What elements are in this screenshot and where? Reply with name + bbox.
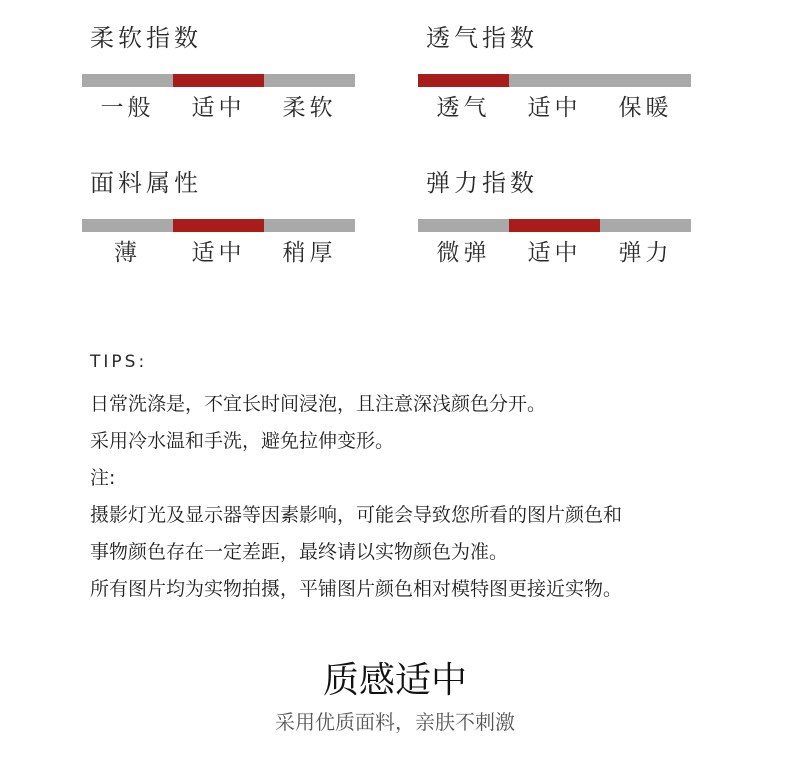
scale-label-mid: 适中 (527, 240, 582, 266)
tips-line: 事物颜色存在一定差距，最终请以实物颜色为准。 (90, 541, 509, 563)
scale-segment (509, 219, 600, 232)
scale-label-low: 透气 (436, 95, 491, 121)
metric-scale-labels (418, 238, 691, 268)
footer-title: 质感适中 (322, 660, 467, 701)
metric-scale-bar (418, 74, 691, 87)
scale-segment (82, 219, 173, 232)
metric-scale-labels (418, 93, 691, 123)
tips-line: 日常洗涤是，不宜长时间浸泡，且注意深浅颜色分开。 (90, 393, 547, 415)
metric-scale-labels (82, 93, 355, 123)
scale-label-high: 保暖 (618, 95, 673, 121)
scale-label-high: 柔软 (282, 95, 337, 121)
scale-segment (418, 74, 509, 87)
footer-subtitle: 采用优质面料，亲肤不刺激 (275, 710, 515, 734)
metric-scale-bar (82, 74, 355, 87)
scale-label-mid: 适中 (527, 95, 582, 121)
tips-line: 摄影灯光及显示器等因素影响，可能会导致您所看的图片颜色和 (90, 504, 623, 526)
tips-line: 注: (90, 467, 116, 489)
tips-heading: TIPS: (90, 352, 148, 372)
scale-segment (264, 74, 355, 87)
metric-scale-labels (82, 238, 355, 268)
tips-line: 所有图片均为实物拍摄，平铺图片颜色相对模特图更接近实物。 (90, 578, 623, 600)
scale-label-low: 一般 (100, 95, 155, 121)
scale-segment (600, 74, 691, 87)
metric-title: 弹力指数 (426, 169, 538, 197)
scale-label-high: 稍厚 (282, 240, 337, 266)
metric-title: 柔软指数 (90, 24, 202, 52)
scale-label-low: 微弹 (436, 240, 491, 266)
metric-title: 面料属性 (90, 169, 202, 197)
tips-line: 采用冷水温和手洗，避免拉伸变形。 (90, 430, 395, 452)
scale-segment (418, 219, 509, 232)
scale-segment (600, 219, 691, 232)
scale-segment (82, 74, 173, 87)
scale-segment (264, 219, 355, 232)
scale-label-mid: 适中 (191, 240, 246, 266)
metric-scale-bar (82, 219, 355, 232)
scale-label-high: 弹力 (618, 240, 673, 266)
scale-label-mid: 适中 (191, 95, 246, 121)
scale-segment (509, 74, 600, 87)
scale-segment (173, 219, 264, 232)
scale-label-low: 薄 (114, 240, 141, 266)
care-tips (90, 350, 750, 608)
scale-segment (173, 74, 264, 87)
metric-title: 透气指数 (426, 24, 538, 52)
metric-scale-bar (418, 219, 691, 232)
